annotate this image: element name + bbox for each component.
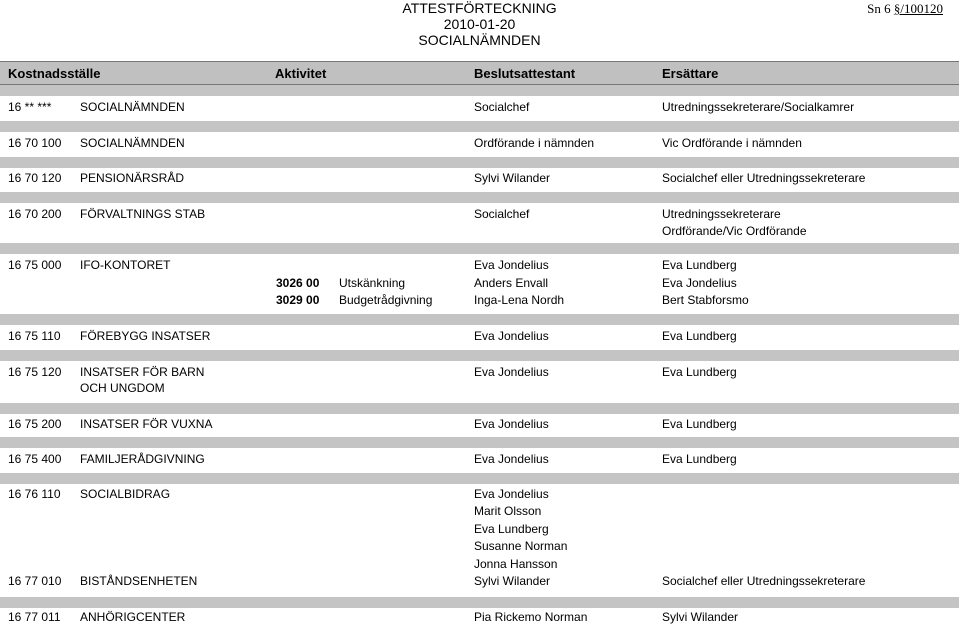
column-header-bar xyxy=(0,61,959,85)
page-reference xyxy=(867,1,943,17)
cost-center-code: 16 75 200 xyxy=(8,417,62,431)
table-row xyxy=(0,573,959,590)
row-separator-band xyxy=(0,403,959,414)
substitute-name: Sylvi Wilander xyxy=(662,610,739,624)
substitute-name: Eva Lundberg xyxy=(662,365,737,379)
column-header-ersattare: Ersättare xyxy=(662,66,719,81)
cost-center-name: FÖREBYGG INSATSER xyxy=(80,329,211,343)
cost-center-name: SOCIALBIDRAG xyxy=(80,487,171,501)
row-separator-band xyxy=(0,157,959,168)
cost-center-name: OCH UNGDOM xyxy=(80,381,165,395)
table-row xyxy=(0,416,959,433)
substitute-name: Utredningssekreterare xyxy=(662,207,781,221)
cost-center-name: INSATSER FÖR VUXNA xyxy=(80,417,213,431)
row-separator-band xyxy=(0,314,959,325)
substitute-name: Eva Lundberg xyxy=(662,417,737,431)
attestant-name: Ordförande i nämnden xyxy=(474,136,595,150)
cost-center-name: IFO-KONTORET xyxy=(80,258,171,272)
cost-center-code: 16 70 120 xyxy=(8,171,62,185)
cost-center-code: 16 75 000 xyxy=(8,258,62,272)
row-separator-band xyxy=(0,121,959,132)
substitute-name: Vic Ordförande i nämnden xyxy=(662,136,802,150)
table-row xyxy=(0,223,959,240)
cost-center-name: SOCIALNÄMNDEN xyxy=(80,100,185,114)
table-row xyxy=(0,364,959,381)
cost-center-code: 16 75 120 xyxy=(8,365,62,379)
row-separator-band xyxy=(0,437,959,448)
table-row xyxy=(0,486,959,503)
column-header-beslutsattestant: Beslutsattestant xyxy=(474,66,576,81)
activity-code: 3026 00 xyxy=(276,276,320,290)
substitute-name: Ordförande/Vic Ordförande xyxy=(662,224,807,238)
cost-center-code: 16 77 011 xyxy=(8,610,61,624)
substitute-name: Eva Jondelius xyxy=(662,276,737,290)
table-row xyxy=(0,275,959,292)
substitute-name: Eva Lundberg xyxy=(662,452,737,466)
cost-center-code: 16 76 110 xyxy=(8,487,61,501)
attestant-name: Inga-Lena Nordh xyxy=(474,293,565,307)
attestant-name: Sylvi Wilander xyxy=(474,171,551,185)
attestant-name: Socialchef xyxy=(474,207,530,221)
attestant-name: Eva Lundberg xyxy=(474,522,549,536)
document-org: SOCIALNÄMNDEN xyxy=(418,32,541,48)
table-row xyxy=(0,257,959,274)
page-ref-link[interactable]: §/100120 xyxy=(893,1,943,16)
attestant-name: Eva Jondelius xyxy=(474,417,549,431)
attestant-name: Marit Olsson xyxy=(474,504,542,518)
table-row xyxy=(0,328,959,345)
attestant-name: Susanne Norman xyxy=(474,539,568,553)
table-row xyxy=(0,292,959,309)
column-header-kostnadsstalle: Kostnadsställe xyxy=(8,66,101,81)
substitute-name: Bert Stabforsmo xyxy=(662,293,749,307)
substitute-name: Utredningssekreterare/Socialkamrer xyxy=(662,100,855,114)
activity-name: Utskänkning xyxy=(339,276,406,290)
table-row xyxy=(0,135,959,152)
table-row xyxy=(0,556,959,573)
table-row xyxy=(0,521,959,538)
attestant-name: Anders Envall xyxy=(474,276,549,290)
activity-code: 3029 00 xyxy=(276,293,320,307)
page-ref-prefix: Sn 6 xyxy=(867,1,894,16)
table-row xyxy=(0,380,959,397)
document-title: ATTESTFÖRTECKNING xyxy=(402,0,557,16)
cost-center-code: 16 70 100 xyxy=(8,136,62,150)
table-row xyxy=(0,451,959,468)
attestant-name: Eva Jondelius xyxy=(474,258,549,272)
row-separator-band xyxy=(0,597,959,608)
document-date: 2010-01-20 xyxy=(443,16,516,32)
cost-center-code: 16 75 400 xyxy=(8,452,62,466)
attestant-name: Sylvi Wilander xyxy=(474,574,551,588)
substitute-name: Socialchef eller Utredningssekreterare xyxy=(662,574,866,588)
substitute-name: Eva Lundberg xyxy=(662,258,737,272)
cost-center-code: 16 75 110 xyxy=(8,329,61,343)
attestant-name: Pia Rickemo Norman xyxy=(474,610,588,624)
cost-center-name: FAMILJERÅDGIVNING xyxy=(80,452,205,466)
attestant-name: Jonna Hansson xyxy=(474,557,558,571)
table-row xyxy=(0,206,959,223)
attestant-name: Eva Jondelius xyxy=(474,365,549,379)
activity-name: Budgetrådgivning xyxy=(339,293,433,307)
table-row xyxy=(0,99,959,116)
cost-center-name: SOCIALNÄMNDEN xyxy=(80,136,185,150)
attestant-name: Eva Jondelius xyxy=(474,452,549,466)
row-separator-band xyxy=(0,192,959,203)
row-separator-band xyxy=(0,85,959,96)
cost-center-name: FÖRVALTNINGS STAB xyxy=(80,207,206,221)
attestant-name: Eva Jondelius xyxy=(474,487,549,501)
cost-center-code: 16 ** *** xyxy=(8,100,52,114)
substitute-name: Socialchef eller Utredningssekreterare xyxy=(662,171,866,185)
cost-center-name: INSATSER FÖR BARN xyxy=(80,365,205,379)
row-separator-band xyxy=(0,473,959,484)
table-row xyxy=(0,609,959,626)
cost-center-code: 16 77 010 xyxy=(8,574,62,588)
attestant-name: Socialchef xyxy=(474,100,530,114)
cost-center-name: PENSIONÄRSRÅD xyxy=(80,171,185,185)
cost-center-name: BISTÅNDSENHETEN xyxy=(80,574,198,588)
table-row xyxy=(0,538,959,555)
table-row xyxy=(0,503,959,520)
row-separator-band xyxy=(0,243,959,254)
row-separator-band xyxy=(0,350,959,361)
attestant-name: Eva Jondelius xyxy=(474,329,549,343)
substitute-name: Eva Lundberg xyxy=(662,329,737,343)
column-header-aktivitet: Aktivitet xyxy=(275,66,327,81)
cost-center-name: ANHÖRIGCENTER xyxy=(80,610,186,624)
cost-center-code: 16 70 200 xyxy=(8,207,62,221)
table-row xyxy=(0,170,959,187)
